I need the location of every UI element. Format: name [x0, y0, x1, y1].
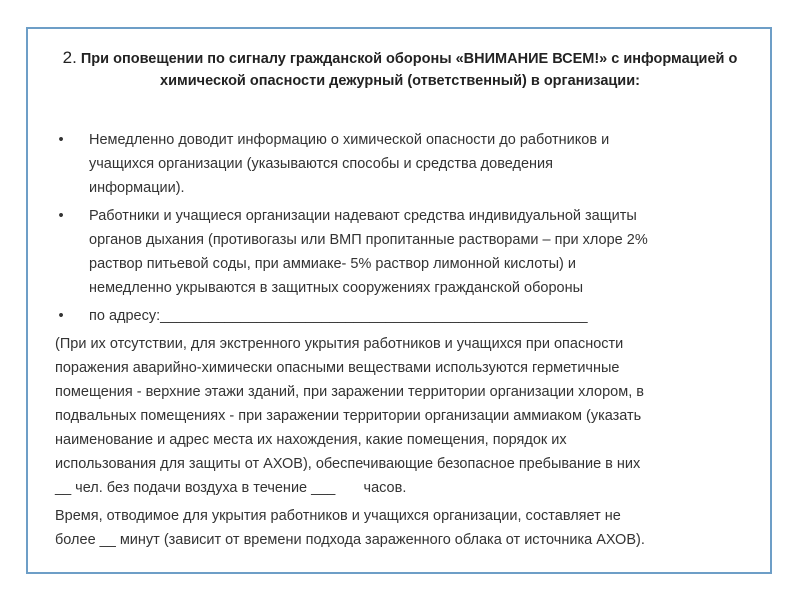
- bullet-item: [55, 128, 755, 200]
- text-line: подвальных помещениях - при заражении территории организации аммиаком (указать: [55, 408, 642, 424]
- bullet-marker: •: [58, 308, 64, 324]
- address-line: по адресу:_____________________________________________________: [89, 308, 588, 324]
- text-line: информации).: [89, 180, 185, 196]
- bullet-marker: •: [58, 208, 64, 224]
- text-line: (При их отсутствии, для экстренного укрытия работников и учащихся при опасности: [55, 336, 624, 352]
- document-body: [55, 128, 755, 556]
- text-line: поражения аварийно-химически опасными веществами используются герметичные: [55, 360, 620, 376]
- text-line: __ чел. без подачи воздуха в течение ___ часов.: [55, 480, 407, 496]
- text-line: Работники и учащиеся организации надевают средства индивидуальной защиты: [89, 208, 637, 224]
- section-heading-text: При оповещении по сигналу гражданской обороны «ВНИМАНИЕ ВСЕМ!» с информацией о химической опасности дежурный (ответственный) в организации:: [80, 51, 738, 89]
- text-line: наименование и адрес места их нахождения, какие помещения, порядок их: [55, 432, 567, 448]
- text-line: Время, отводимое для укрытия работников и учащихся организации, составляет не: [55, 508, 621, 524]
- text-line: немедленно укрываются в защитных сооружениях гражданской обороны: [89, 280, 583, 296]
- text-line: органов дыхания (противогазы или ВМП пропитанные растворами – при хлоре 2%: [89, 232, 648, 248]
- bullet-marker: •: [58, 132, 64, 148]
- text-line: более __ минут (зависит от времени подхода зараженного облака от источника АХОВ).: [55, 532, 645, 548]
- text-line: учащихся организации (указываются способы и средства доведения: [89, 156, 553, 172]
- bullet-text: [89, 128, 755, 200]
- text-line: помещения - верхние этажи зданий, при заражении территории организации хлором, в: [55, 384, 644, 400]
- text-line: использования для защиты от АХОВ), обеспечивающие безопасное пребывание в них: [55, 456, 641, 472]
- paragraph: [55, 332, 755, 500]
- bullet-item: [55, 304, 755, 328]
- text-line: Немедленно доводит информацию о химической опасности до работников и: [89, 132, 610, 148]
- text-line: раствор питьевой соды, при аммиаке- 5% раствор лимонной кислоты) и: [89, 256, 576, 272]
- paragraph: [55, 504, 755, 552]
- bullet-text: [89, 204, 755, 300]
- section-number: 2.: [62, 48, 77, 67]
- section-heading: [40, 47, 760, 92]
- bullet-item: [55, 204, 755, 300]
- bullet-text: [89, 304, 755, 328]
